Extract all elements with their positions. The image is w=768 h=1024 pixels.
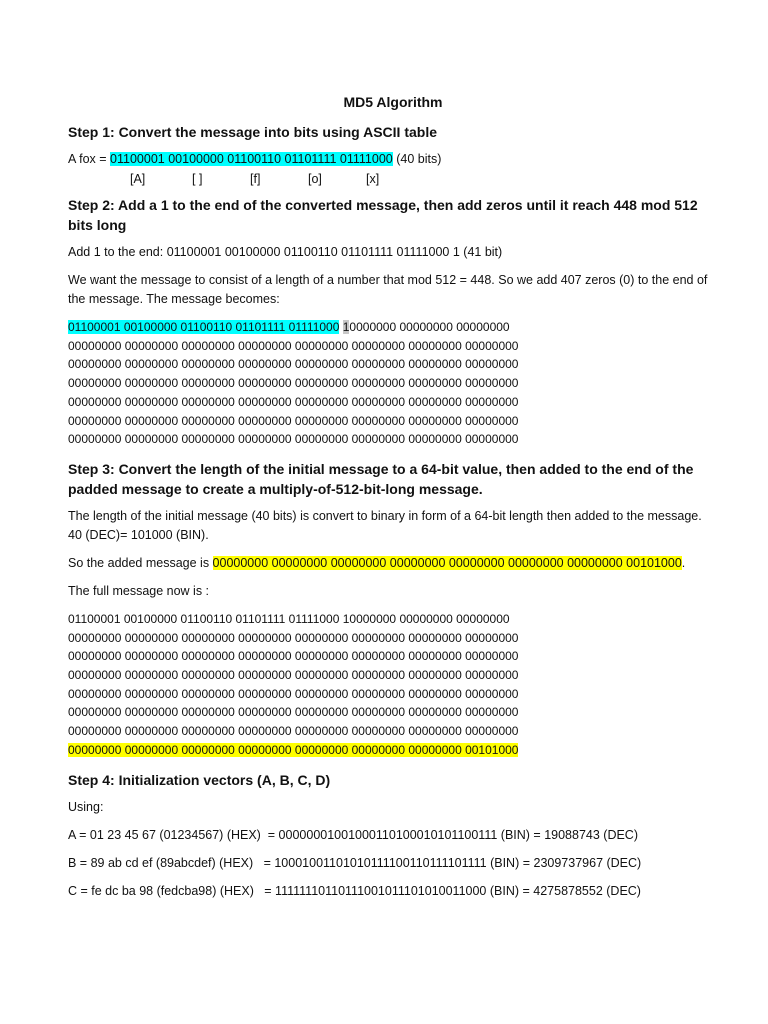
char-label-space: [ ] <box>192 172 203 186</box>
padded-line: 00000000 00000000 00000000 00000000 00000000 00000000 00000000 00000000 <box>68 357 519 372</box>
full-line: 00000000 00000000 00000000 00000000 00000000 00000000 00000000 00000000 <box>68 724 519 739</box>
added-prefix: So the added message is <box>68 555 213 570</box>
full-message-label: The full message now is : <box>68 583 210 598</box>
full-line: 00000000 00000000 00000000 00000000 00000000 00000000 00000000 00000000 <box>68 686 519 701</box>
full-line: 00000000 00000000 00000000 00000000 00000000 00000000 00000000 00000000 <box>68 705 519 720</box>
full-line: 00000000 00000000 00000000 00000000 00000000 00000000 00000000 00000000 <box>68 668 519 683</box>
char-label-o: [o] <box>308 172 322 186</box>
step3-explanation: The length of the initial message (40 bits) is convert to binary in form of a 64-bit length then added to the message. 40 (DEC)= 101000 (BIN). <box>68 508 702 542</box>
padded-line: 00000000 00000000 00000000 00000000 00000000 00000000 00000000 00000000 <box>68 394 519 409</box>
padded-line: 00000000 00000000 00000000 00000000 00000000 00000000 00000000 00000000 <box>68 413 519 428</box>
step1-highlighted-bits: 01100001 00100000 01100110 01101111 01111000 <box>110 152 393 166</box>
step1-message-line <box>68 150 718 169</box>
added-length-bits: 00000000 00000000 00000000 00000000 00000000 00000000 00000000 00101000 <box>212 555 682 570</box>
padded-line: 00000000 00000000 00000000 00000000 00000000 00000000 00000000 00000000 <box>68 338 519 353</box>
step1-heading: Step 1: Convert the message into bits using ASCII table <box>68 124 437 140</box>
char-label-a: [A] <box>130 172 146 186</box>
padded-line: 00000000 00000000 00000000 00000000 00000000 00000000 00000000 00000000 <box>68 432 519 447</box>
padded-line <box>68 318 718 337</box>
step2-heading: Step 2: Add a 1 to the end of the converted message, then add zeros until it reach 448 mod 512 bits long <box>68 197 698 233</box>
full-line: 01100001 00100000 01100110 01101111 01111000 10000000 00000000 00000000 <box>68 611 510 626</box>
full-line: 00000000 00000000 00000000 00000000 00000000 00000000 00000000 00000000 <box>68 630 519 645</box>
vector-b: B = 89 ab cd ef (89abcdef) (HEX) = 10001001101010111100110111101111 (BIN) = 2309737967 (DEC) <box>68 855 642 870</box>
ascii-char-labels <box>68 170 718 189</box>
padded-line: 00000000 00000000 00000000 00000000 00000000 00000000 00000000 00000000 <box>68 376 519 391</box>
step3-added-message <box>68 554 718 573</box>
added-suffix: . <box>681 555 686 570</box>
padded-highlighted-bits: 01100001 00100000 01100110 01101111 01111000 <box>68 320 340 334</box>
full-line-length-bits: 00000000 00000000 00000000 00000000 00000000 00000000 00000000 00101000 <box>68 742 519 757</box>
char-label-x: [x] <box>366 172 380 186</box>
step3-heading: Step 3: Convert the length of the initial message to a 64-bit value, then added to the end of the padded message to create a multiply-of-512-bit-long message. <box>68 460 694 497</box>
vector-c: C = fe dc ba 98 (fedcba98) (HEX) = 11111110110111001011101010011000 (BIN) = 4275878552 (DEC) <box>68 883 641 898</box>
step1-suffix: (40 bits) <box>392 152 442 166</box>
step2-explanation: We want the message to consist of a length of a number that mod 512 = 448. So we add 407 zeros (0) to the end of the message. The message becomes: <box>68 273 708 306</box>
step2-add-one: Add 1 to the end: 01100001 00100000 01100110 01101111 01111000 1 (41 bit) <box>68 245 503 259</box>
vector-a: A = 01 23 45 67 (01234567) (HEX) = 00000001001000110100010101100111 (BIN) = 19088743 (DEC) <box>68 827 638 842</box>
full-message-block <box>68 610 718 760</box>
step4-heading: Step 4: Initialization vectors (A, B, C, D) <box>68 771 331 788</box>
page-title: MD5 Algorithm <box>343 94 443 110</box>
full-line-length <box>68 741 718 760</box>
step1-prefix: A fox = <box>68 152 111 166</box>
padded-rest: 0000000 00000000 00000000 <box>349 320 510 334</box>
padded-message-block <box>68 318 718 449</box>
document-page <box>68 92 718 910</box>
char-label-f: [f] <box>250 172 261 186</box>
padded-appended-one: 1 <box>342 320 350 334</box>
full-line: 00000000 00000000 00000000 00000000 00000000 00000000 00000000 00000000 <box>68 649 519 664</box>
step4-using: Using: <box>68 799 104 814</box>
